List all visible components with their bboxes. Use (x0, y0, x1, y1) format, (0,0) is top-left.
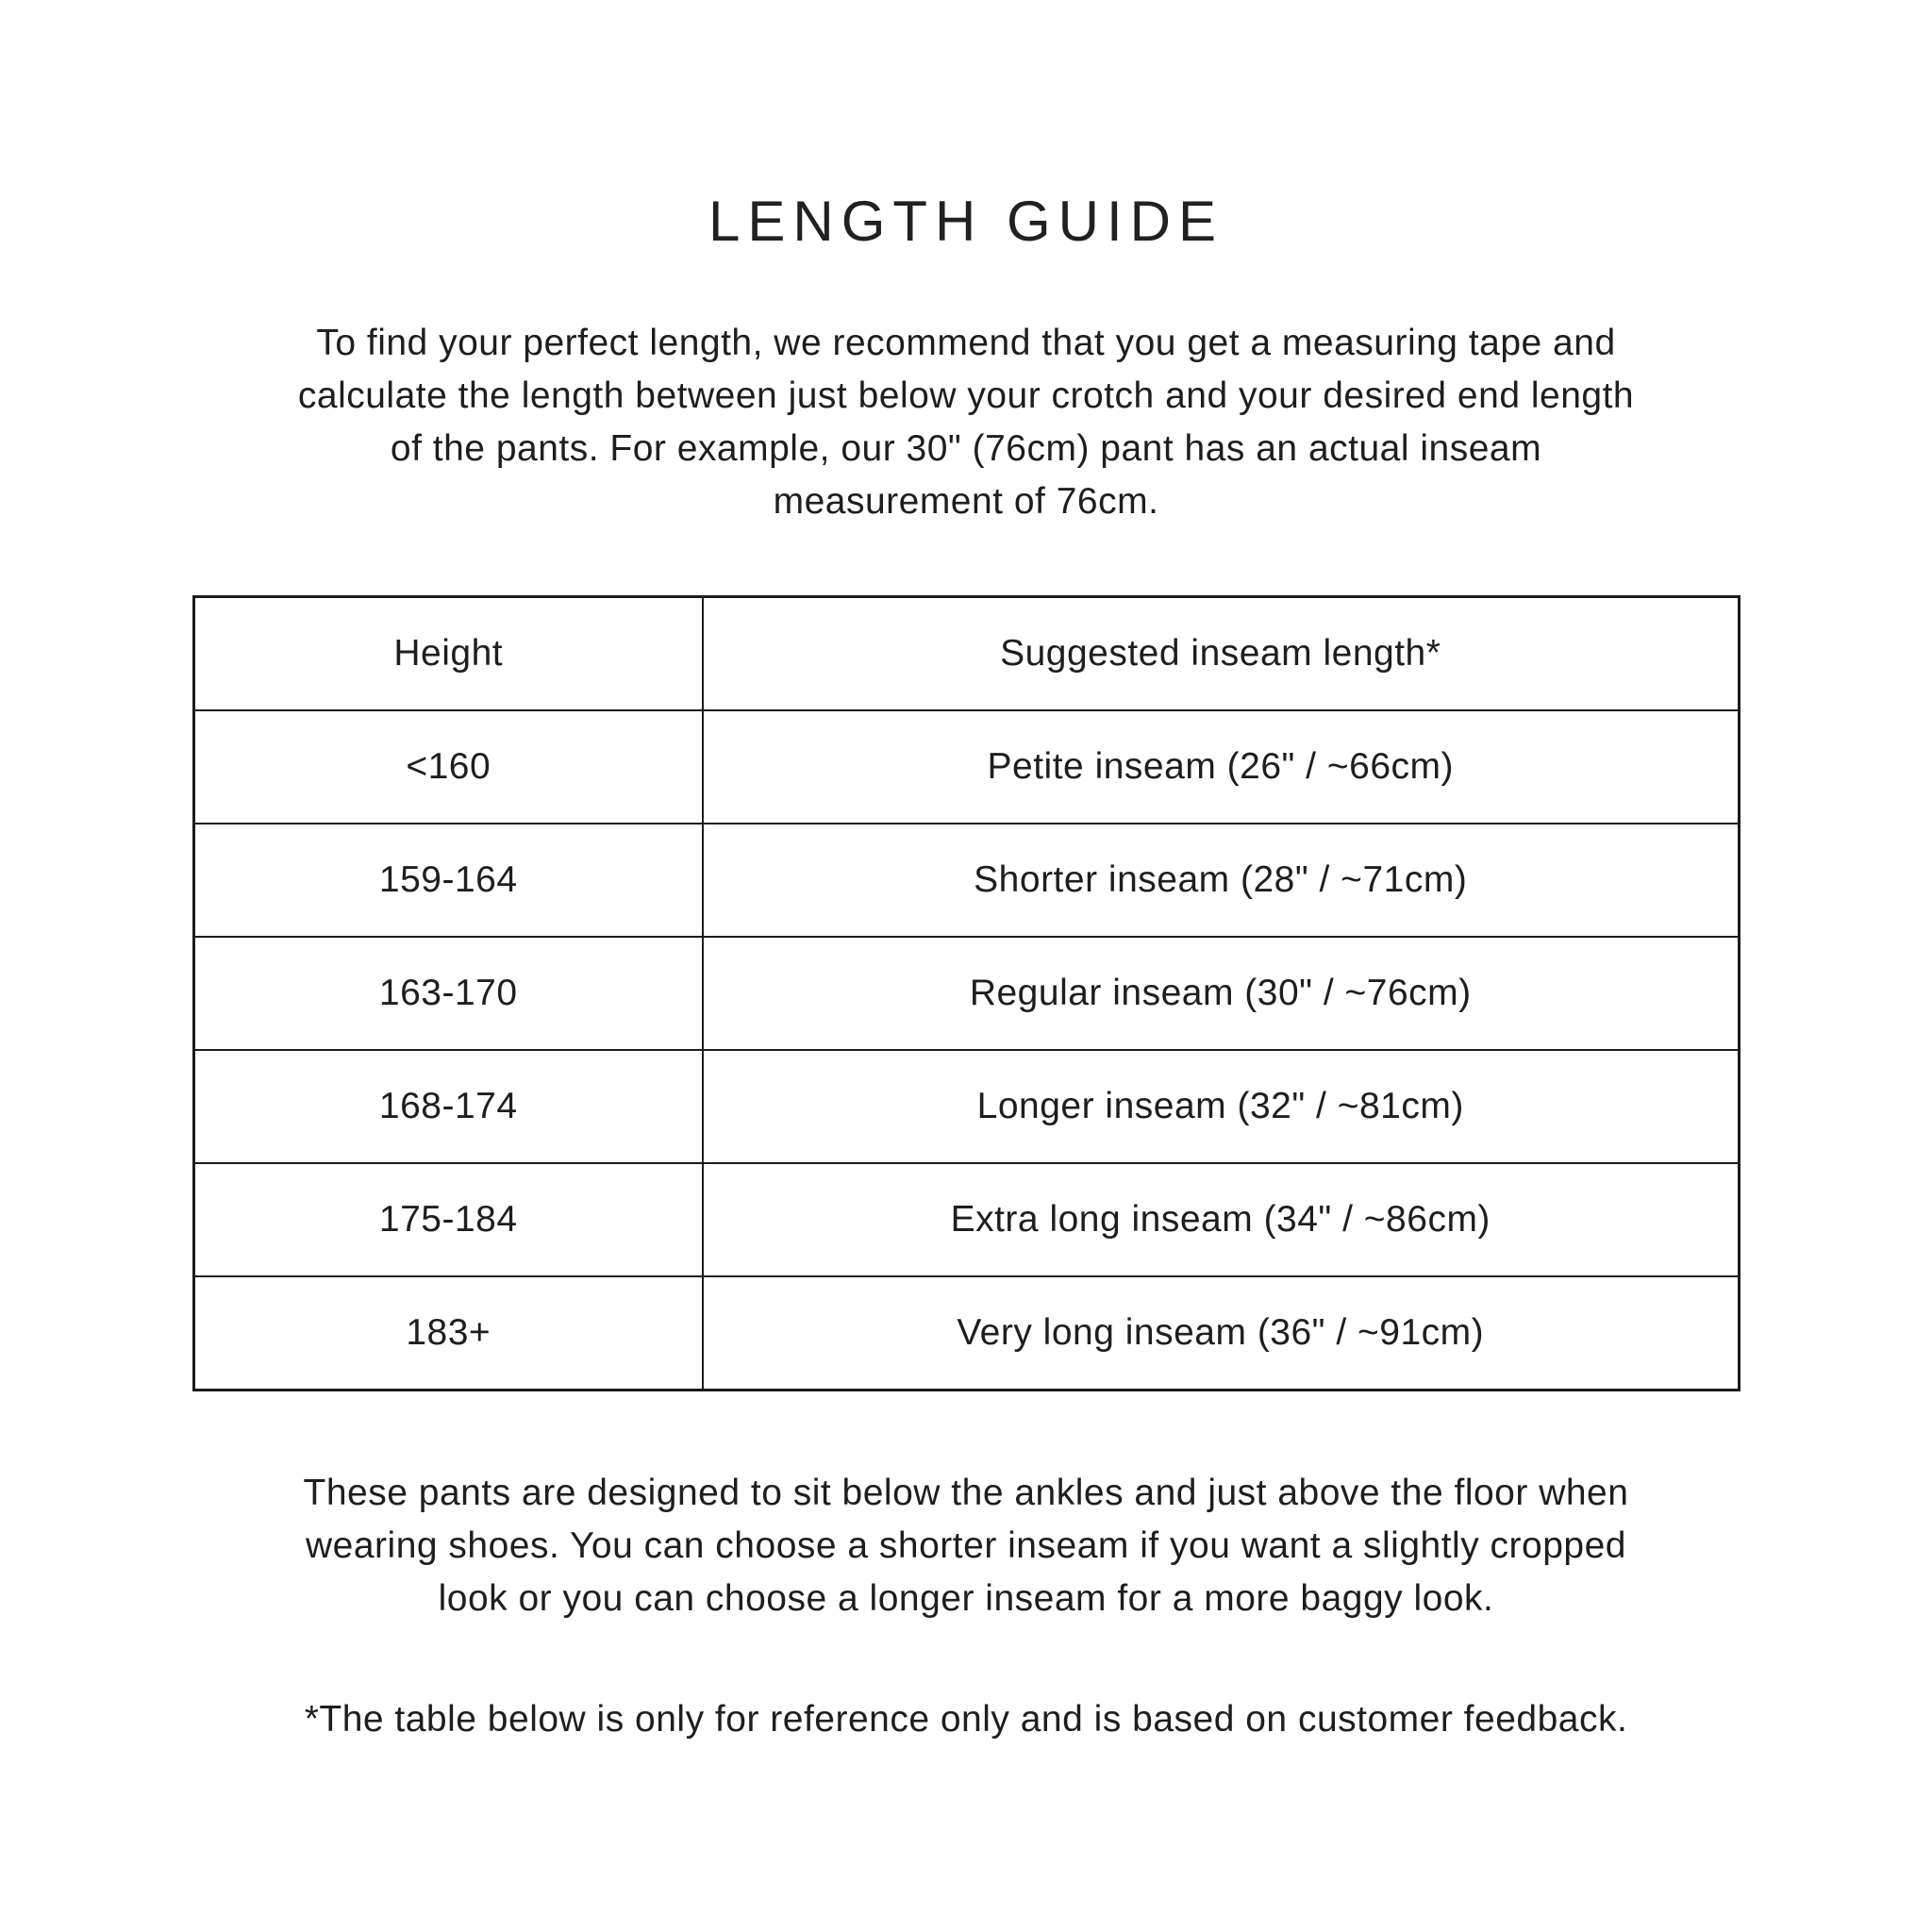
table-row (193, 1050, 1739, 1163)
table-row (193, 937, 1739, 1050)
table-row (193, 1163, 1739, 1276)
intro-paragraph (0, 317, 1932, 528)
note-line-3: look or you can choose a longer inseam for a more baggy look. (438, 1578, 1494, 1619)
header-suggested-inseam: Suggested inseam length* (703, 597, 1739, 711)
height-cell: 163-170 (193, 937, 703, 1050)
height-cell: 159-164 (193, 824, 703, 937)
intro-line-1: To find your perfect length, we recommend that you get a measuring tape and (316, 323, 1616, 363)
length-guide-table (192, 595, 1740, 1391)
table-row (193, 1276, 1739, 1391)
height-cell: 168-174 (193, 1050, 703, 1163)
height-cell: <160 (193, 710, 703, 824)
inseam-cell: Very long inseam (36" / ~91cm) (703, 1276, 1739, 1391)
note-line-1: These pants are designed to sit below the ankles and just above the floor when (303, 1473, 1629, 1513)
height-cell: 175-184 (193, 1163, 703, 1276)
table-row (193, 824, 1739, 937)
inseam-cell: Extra long inseam (34" / ~86cm) (703, 1163, 1739, 1276)
table-header-row (193, 597, 1739, 711)
table-row (193, 710, 1739, 824)
note-paragraph (0, 1467, 1932, 1625)
inseam-cell: Regular inseam (30" / ~76cm) (703, 937, 1739, 1050)
header-height: Height (193, 597, 703, 711)
footnote: *The table below is only for reference only and is based on customer feedback. (304, 1699, 1628, 1740)
intro-line-4: measurement of 76cm. (773, 481, 1159, 522)
intro-line-2: calculate the length between just below your crotch and your desired end length (297, 375, 1635, 416)
inseam-cell: Longer inseam (32" / ~81cm) (703, 1050, 1739, 1163)
intro-line-3: of the pants. For example, our 30" (76cm) pant has an actual inseam (390, 428, 1542, 469)
page-title: LENGTH GUIDE (708, 190, 1224, 253)
inseam-cell: Shorter inseam (28" / ~71cm) (703, 824, 1739, 937)
height-cell: 183+ (193, 1276, 703, 1391)
inseam-cell: Petite inseam (26" / ~66cm) (703, 710, 1739, 824)
note-line-2: wearing shoes. You can choose a shorter inseam if you want a slightly cropped (306, 1525, 1626, 1566)
